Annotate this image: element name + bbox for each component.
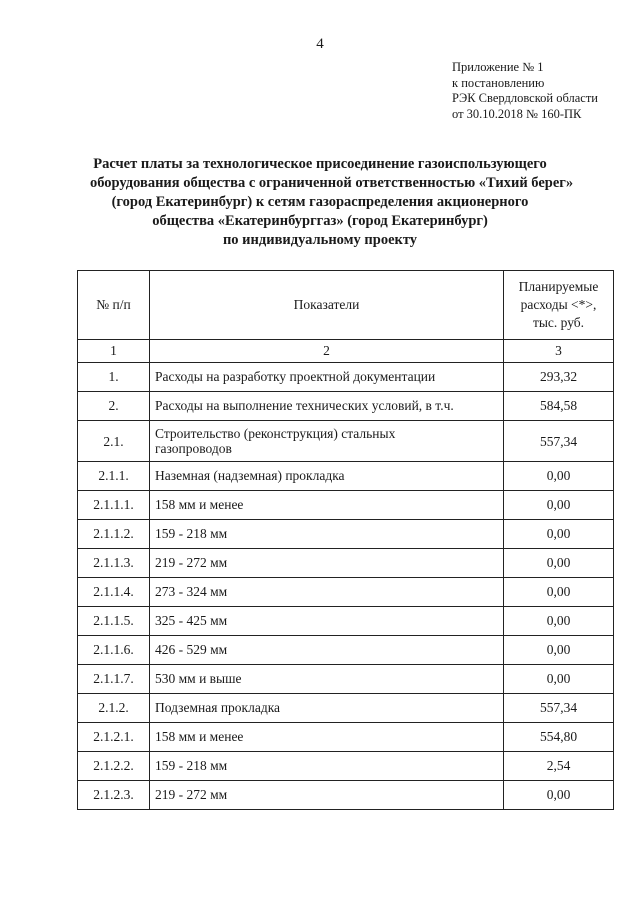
row-num: 2.1.1.1. bbox=[78, 491, 150, 520]
title-line-4: общества «Екатеринбурггаз» (город Екатеринбург) bbox=[152, 213, 488, 229]
row-value: 0,00 bbox=[504, 491, 614, 520]
row-num: 2.1. bbox=[78, 421, 150, 462]
table-row bbox=[78, 421, 614, 462]
row-num: 2.1.2.2. bbox=[78, 752, 150, 781]
row-num: 2.1.1. bbox=[78, 462, 150, 491]
row-label: Подземная прокладка bbox=[150, 694, 504, 723]
column-number-row bbox=[78, 340, 614, 363]
table-row bbox=[78, 392, 614, 421]
row-label-line-1: Строительство (реконструкция) стальных bbox=[155, 426, 396, 441]
row-label: 159 - 218 мм bbox=[150, 752, 504, 781]
row-label bbox=[150, 421, 504, 462]
table-row bbox=[78, 520, 614, 549]
table-row bbox=[78, 363, 614, 392]
row-label: 219 - 272 мм bbox=[150, 781, 504, 810]
row-value: 557,34 bbox=[504, 694, 614, 723]
column-number: 2 bbox=[150, 340, 504, 363]
appendix-line-1: Приложение № 1 bbox=[452, 60, 544, 74]
row-num: 2.1.2.1. bbox=[78, 723, 150, 752]
header-expense bbox=[504, 271, 614, 340]
row-value: 0,00 bbox=[504, 781, 614, 810]
row-num: 2.1.1.6. bbox=[78, 636, 150, 665]
title-line-5: по индивидуальному проекту bbox=[222, 232, 418, 248]
title-line-1: Расчет платы за технологическое присоединение газоиспользующего bbox=[93, 156, 547, 172]
appendix-reference bbox=[452, 60, 598, 122]
row-label: 273 - 324 мм bbox=[150, 578, 504, 607]
expense-table bbox=[77, 270, 614, 810]
row-num: 2.1.1.5. bbox=[78, 607, 150, 636]
title-line-3: (город Екатеринбург) к сетям газораспределения акционерного bbox=[111, 194, 529, 210]
row-num: 2. bbox=[78, 392, 150, 421]
table-row bbox=[78, 491, 614, 520]
row-label-line-2: газопроводов bbox=[155, 441, 232, 456]
row-label: Наземная (надземная) прокладка bbox=[150, 462, 504, 491]
page-number: 4 bbox=[316, 36, 324, 52]
row-num: 1. bbox=[78, 363, 150, 392]
row-value: 0,00 bbox=[504, 462, 614, 491]
row-label: 158 мм и менее bbox=[150, 723, 504, 752]
row-num: 2.1.1.2. bbox=[78, 520, 150, 549]
table-row bbox=[78, 752, 614, 781]
row-label: 219 - 272 мм bbox=[150, 549, 504, 578]
row-value: 554,80 bbox=[504, 723, 614, 752]
table-row bbox=[78, 607, 614, 636]
title-line-2: оборудования общества с ограниченной ответственностью «Тихий берег» bbox=[90, 175, 574, 191]
table-row bbox=[78, 578, 614, 607]
row-label: 426 - 529 мм bbox=[150, 636, 504, 665]
table-row bbox=[78, 462, 614, 491]
row-value: 0,00 bbox=[504, 607, 614, 636]
table-row bbox=[78, 723, 614, 752]
row-value: 0,00 bbox=[504, 549, 614, 578]
header-indicator: Показатели bbox=[150, 271, 504, 340]
row-value: 557,34 bbox=[504, 421, 614, 462]
row-num: 2.1.2.3. bbox=[78, 781, 150, 810]
table-row bbox=[78, 694, 614, 723]
row-num: 2.1.1.4. bbox=[78, 578, 150, 607]
row-num: 2.1.2. bbox=[78, 694, 150, 723]
table-row bbox=[78, 665, 614, 694]
row-num: 2.1.1.3. bbox=[78, 549, 150, 578]
document-title bbox=[90, 155, 574, 250]
column-number: 1 bbox=[78, 340, 150, 363]
row-label: 159 - 218 мм bbox=[150, 520, 504, 549]
table-row bbox=[78, 636, 614, 665]
row-value: 2,54 bbox=[504, 752, 614, 781]
row-label: Расходы на разработку проектной документации bbox=[150, 363, 504, 392]
row-value: 0,00 bbox=[504, 665, 614, 694]
table-row bbox=[78, 781, 614, 810]
header-expense-line-1: Планируемые bbox=[518, 279, 599, 294]
appendix-line-4: от 30.10.2018 № 160-ПК bbox=[452, 106, 582, 121]
row-value: 0,00 bbox=[504, 578, 614, 607]
row-label: 530 мм и выше bbox=[150, 665, 504, 694]
table-row bbox=[78, 549, 614, 578]
row-label: Расходы на выполнение технических условий, в т.ч. bbox=[150, 392, 504, 421]
row-value: 0,00 bbox=[504, 636, 614, 665]
row-value: 0,00 bbox=[504, 520, 614, 549]
header-expense-line-3: тыс. руб. bbox=[532, 315, 585, 330]
row-label: 158 мм и менее bbox=[150, 491, 504, 520]
row-num: 2.1.1.7. bbox=[78, 665, 150, 694]
appendix-line-3: РЭК Свердловской области bbox=[452, 91, 598, 105]
column-number: 3 bbox=[504, 340, 614, 363]
table-header-row bbox=[78, 271, 614, 340]
row-label: 325 - 425 мм bbox=[150, 607, 504, 636]
header-num: № п/п bbox=[78, 271, 150, 340]
row-value: 293,32 bbox=[504, 363, 614, 392]
row-value: 584,58 bbox=[504, 392, 614, 421]
header-expense-line-2: расходы <*>, bbox=[520, 297, 597, 312]
appendix-line-2: к постановлению bbox=[452, 75, 545, 90]
